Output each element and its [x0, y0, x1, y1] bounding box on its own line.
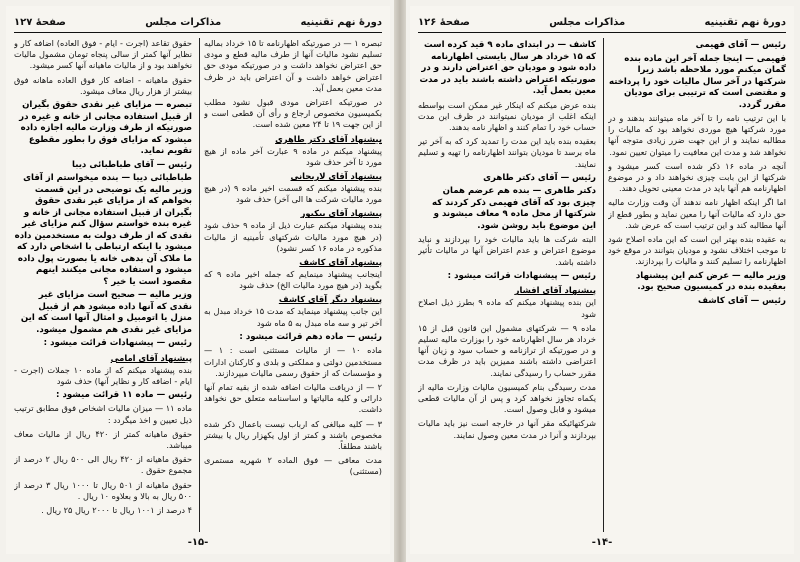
- paragraph: مدت رسیدگی بنام کمیسیون مالیات وزارت مالیه از یکماه تجاوز نخواهد کرد و پس از آن مالیات قطعی میشود و قابل وصول است.: [418, 381, 596, 415]
- book-gutter: [394, 0, 406, 562]
- proposal-heading: پیشنهاد دیگر آقای کاشف: [278, 294, 382, 305]
- left-page: [6, 6, 390, 554]
- paragraph: حقوق ماهیانه - اضافه کار فوق العاده ماهانه فوق بیشتر از هزار ریال معاف میشود.: [14, 74, 192, 96]
- session-label: دورهٔ نهم تقنینیه: [704, 16, 786, 28]
- speaker-paragraph: فهیمی — اینجا جمله آخر این ماده بنده گمان میکنم مورد ملاحظه باشد زیرا شرکتها در آخر سال مالیات خود را پرداخته و مقتضی است که ترتیبی برای مودیان مقرر گردد.: [609, 53, 786, 110]
- paragraph: آنچه در ماده ۱۶ ذکر شده است کسر میشود و شرکتها از این بابت چیزی نخواهند داد و در موضوع اظهارنامه هم آنها باید در مدت معینی تحویل دهند.: [608, 160, 786, 194]
- paragraph: پیشنهاد میکنم در ماده ۹ عبارت آخر ماده از هیچ مورد تا آخر حذف شود: [204, 145, 382, 167]
- page-number: صفحهٔ ۱۲۶: [418, 16, 470, 28]
- right-column: [204, 38, 382, 532]
- paragraph: بنده پیشنهاد میکنم که از ماده ۱۰ جملات (اجرت - ایام - اضافه کار و نظایر آنها) حذف شود: [14, 364, 192, 386]
- paragraph: حقوق تقاعد (اجرت - ایام - فوق العاده) اضافه کار و نظایر آنها کمتر از سالی پنجاه تومان مشمول مالیات نخواهند بود و از مالیات ماهیانه آنها کسر میشود.: [14, 38, 192, 71]
- paragraph: ۳ — کلیه مبالغی که ارباب نیست باعمال ذکر شده مخصوص باشند و کمتر از اول یکهزار ریال یا بیشتر باشند مطلقاً.: [204, 418, 382, 451]
- columns: [418, 38, 786, 532]
- proposal-heading: پیشنهاد آقای لاریجانی: [290, 171, 382, 182]
- paragraph: تبصره ۱ — در صورتیکه اظهارنامه تا ۱۵ خرداد بمالیه تسلیم نشود مالیات آنها از طرف مالیه قطع و مودی حق اعتراض نخواهد داشت و در صورتیکه مودی حق اعتراض خواهد داشت و آن اعتراض باید در ظرف مدت معین بعمل آید.: [204, 38, 382, 93]
- paragraph: بنده پیشنهاد میکنم عبارت ذیل از ماده ۹ حذف شود (در هیچ مورد مالیات شرکتهای تأمینیه از مالیات مذکوره در ماده ۱۶ کسر نشود): [204, 220, 382, 253]
- paragraph: حقوق ماهیانه کمتر از ۴۲۰ ریال از مالیات معاف میباشد.: [14, 428, 192, 451]
- paragraph: بعقیده بنده باید این مدت را تمدید کرد که به آخر تیر ماه برسد تا مودیان بتوانند اظهارنامه را تهیه و تسلیم نمایند.: [418, 136, 596, 169]
- proposal-heading: پیشنهاد آقای افشار: [514, 285, 596, 296]
- columns: [14, 38, 382, 532]
- paragraph: مدت معافی — فوق الماده ۲ شهریه مستمری (مستثنی): [204, 455, 382, 477]
- page-title: مذاکرات مجلس: [145, 16, 222, 28]
- paragraph: بنده عرض میکنم که اینکار غیر ممکن است بواسطه اینکه اغلب از مودیان نمیتوانند در ظرف این مدت حساب خود را تمام کنند و اظهار نامه بدهند.: [418, 99, 596, 132]
- proposal-heading: پیشنهاد آقای کاشف: [299, 257, 382, 268]
- paragraph: ۴ درصد از ۱۰۰۱ ریال تا ۲۰۰۰ ریال ۲۵ ریال .: [41, 505, 192, 516]
- paragraph: البته شرکت ها باید مالیات خود را بپردازند و نباید موضوع اعتراض و عدم اعتراض آنها در مالیات تأثیر داشته باشد.: [418, 234, 596, 267]
- right-page: [410, 6, 794, 554]
- speaker-paragraph: وزیر مالیه — عرض کنم این پیشنهاد بعقیده بنده در کمیسیون صحیح بود.: [635, 270, 786, 293]
- speaker-paragraph: رئیس — آقای فهیمی: [695, 40, 786, 50]
- speaker-paragraph: کاشف — در ابتدای ماده ۹ قید کرده است که ۱۵ خرداد هر سال بایستی اظهارنامه داده شود و مودیان حق اعتراض دارند و در صورتیکه اعتراض داشته باشند باید در مدت معین بعمل آید.: [419, 40, 596, 96]
- paragraph: اینجانب پیشنهاد مینمایم که جمله اخیر ماده ۹ که بگوید (در هیچ مورد مالیات الخ) حذف شود: [204, 269, 382, 291]
- session-label: دورهٔ نهم تقنینیه: [300, 16, 382, 28]
- speaker-paragraph: رئیس — ماده دهم قرائت میشود :: [239, 331, 382, 342]
- paragraph: حقوق ماهیانه از ۴۲۰ ریال الی ۵۰۰ ریال ۲ درصد از مجموع حقوق .: [14, 454, 192, 476]
- paragraph: اما اگر اینکه اظهار نامه ندهند آن وقت وزارت مالیه حق دارد که مالیات آنها را معین نماید و بطور قطع از آنها مطالبه کند و این ترتیب است که عرض شد.: [608, 197, 786, 230]
- page-footer: -۱۵-: [187, 537, 209, 548]
- proposal-heading: پیشنهاد آقای دکتر طاهری: [275, 133, 382, 144]
- paragraph: ۲ — از دریافت مالیات اضافه شده از بقیه تمام آنها دارائی و کلیه مالیاتها و اساسنامه متعلق حق نخواهد داشت.: [204, 381, 382, 415]
- left-column: [418, 38, 596, 532]
- speaker-paragraph: تبصره — مزایای غیر نقدی حقوق بگیران از قبیل استفاده مجانی از خانه و غیره در صورتیکه از طرف وزارت مالیه اجازه داده میشود که مزایای فوق را بطور مقطوع تقویم نماید.: [19, 100, 192, 157]
- speaker-paragraph: رئیس — ماده ۱۱ قرائت میشود :: [56, 389, 192, 400]
- right-column: [608, 38, 786, 532]
- column-divider: [199, 38, 200, 532]
- speaker-paragraph: رئیس — آقای کاشف: [698, 295, 786, 306]
- paragraph: با این ترتیب نامه را تا آخر ماه میتوانند بدهند و در مورد شرکتها هیچ موردی نخواهد بود که مالیات را مطالبه نمایند و از این جهت ضرر زیادی متوجه آنها نخواهد شد و مدت این معافیت را میتوان تعیین نمود.: [608, 113, 786, 157]
- paragraph: ماده ۱۰ — از مالیات مستثنی است : ۱ — مستخدمین دولتی و مملکتی و بلدی و کارکنان ادارات و مؤسسات که از حقوق رسمی مالیات میپردازند.: [204, 345, 382, 378]
- page-title: مذاکرات مجلس: [549, 16, 626, 28]
- page-header: [14, 14, 382, 30]
- page-number: صفحهٔ ۱۲۷: [14, 16, 66, 28]
- paragraph: شرکتهائیکه مقر آنها در خارجه است نیز باید مالیات بپردازند و آنرا در مدت معین وصول نمایند.: [418, 418, 596, 440]
- speaker-paragraph: رئیس — آقای طباطبائی دیبا: [71, 159, 192, 170]
- column-divider: [603, 38, 604, 532]
- speaker-paragraph: وزیر مالیه — صحیح است مزایای غیر نقدی که آنها داده میشود هم از قبیل منزل یا اتومبیل و امثال آنها است که این مزایای غیر نقدی هم مشمول میشود.: [20, 290, 192, 335]
- proposal-heading: پیشنهاد آقای امامی: [110, 352, 192, 363]
- page-footer: -۱۴-: [591, 537, 613, 548]
- paragraph: ماده ۱۱ — میزان مالیات اشخاص فوق مطابق ترتیب ذیل تعیین و اخذ میگردد :: [14, 403, 192, 425]
- speaker-paragraph: رئیس — آقای دکتر طاهری: [483, 172, 596, 183]
- left-column: [14, 38, 192, 532]
- speaker-paragraph: رئیس — پیشنهادات قرائت میشود :: [43, 338, 192, 349]
- paragraph: حقوق ماهیانه از ۵۰۱ ریال تا ۱۰۰۰ ریال ۳ درصد از ۵۰۰ ریال به بالا و بعلاوه ۱۰ ریال .: [14, 479, 192, 501]
- speaker-paragraph: رئیس — پیشنهادات قرائت میشود :: [447, 270, 596, 281]
- speaker-paragraph: دکتر طاهری — بنده هم عرضم همان چیزی بود که آقای فهیمی ذکر کردند که شرکتها از محل ماده ۹ معاف میشوند و این موضوع باید روشن شود.: [432, 186, 596, 231]
- proposal-heading: پیشنهاد آقای بیکیور: [300, 208, 382, 219]
- paragraph: این جانب پیشنهاد مینماید که مدت ۱۵ خرداد مبدل به آخر تیر و سه ماه مبدل به ۵ ماه شود: [204, 306, 382, 328]
- paragraph: بنده پیشنهاد میکنم که قسمت اخیر ماده ۹ (در هیچ مورد مالیات شرکت ها الی آخر) حذف شود: [204, 183, 382, 205]
- page-header: [418, 14, 786, 30]
- paragraph: ماده ۹ — شرکتهای مشمول این قانون قبل از ۱۵ خرداد هر سال اظهارنامه خود را بوزارت مالیه تسلیم و در صورتیکه از ترازنامه و حساب سود و زیان آنها اعتراضی داشته باشند ممیزین باید در ظرف مدت مقرر حساب را رسیدگی نمایند.: [418, 322, 596, 378]
- paragraph: در صورتیکه اعتراض مودی قبول نشود مطلب بکمیسیون مخصوص ارجاع و رأی آن قطعی است و از این جهت ۱۹ تا ۲۴ معین شده است.: [204, 97, 382, 130]
- speaker-paragraph: طباطبائی دیبا — بنده میخواستم از آقای وزیر مالیه یک توضیحی در این قسمت بخواهم که از مزایای غیر نقدی حقوق بگیران از قبیل استفاده مجانی از خانه و غیره بنده خواستم سؤال کنم مزایای غیر نقدی که از طرف دولت به مستخدمین داده میشود یا اینکه ارتباطی با اشخاص دارد که ما ملاک آن بدهی خانه یا بصورت پول داده میشود و استفاده مجانی میکنند اینهم مقصود است یا خیر ؟: [14, 173, 192, 287]
- paragraph: این بنده پیشنهاد میکنم که ماده ۹ بطرز ذیل اصلاح شود: [418, 297, 596, 319]
- header-rule: [14, 32, 382, 33]
- header-rule: [418, 32, 786, 33]
- paragraph: به عقیده بنده بهتر این است که این ماده اصلاح شود تا موجب اختلاف نشود و مودیان بتوانند در موقع خود اظهارنامه را تسلیم کنند و مالیات را بپردازند.: [608, 234, 786, 267]
